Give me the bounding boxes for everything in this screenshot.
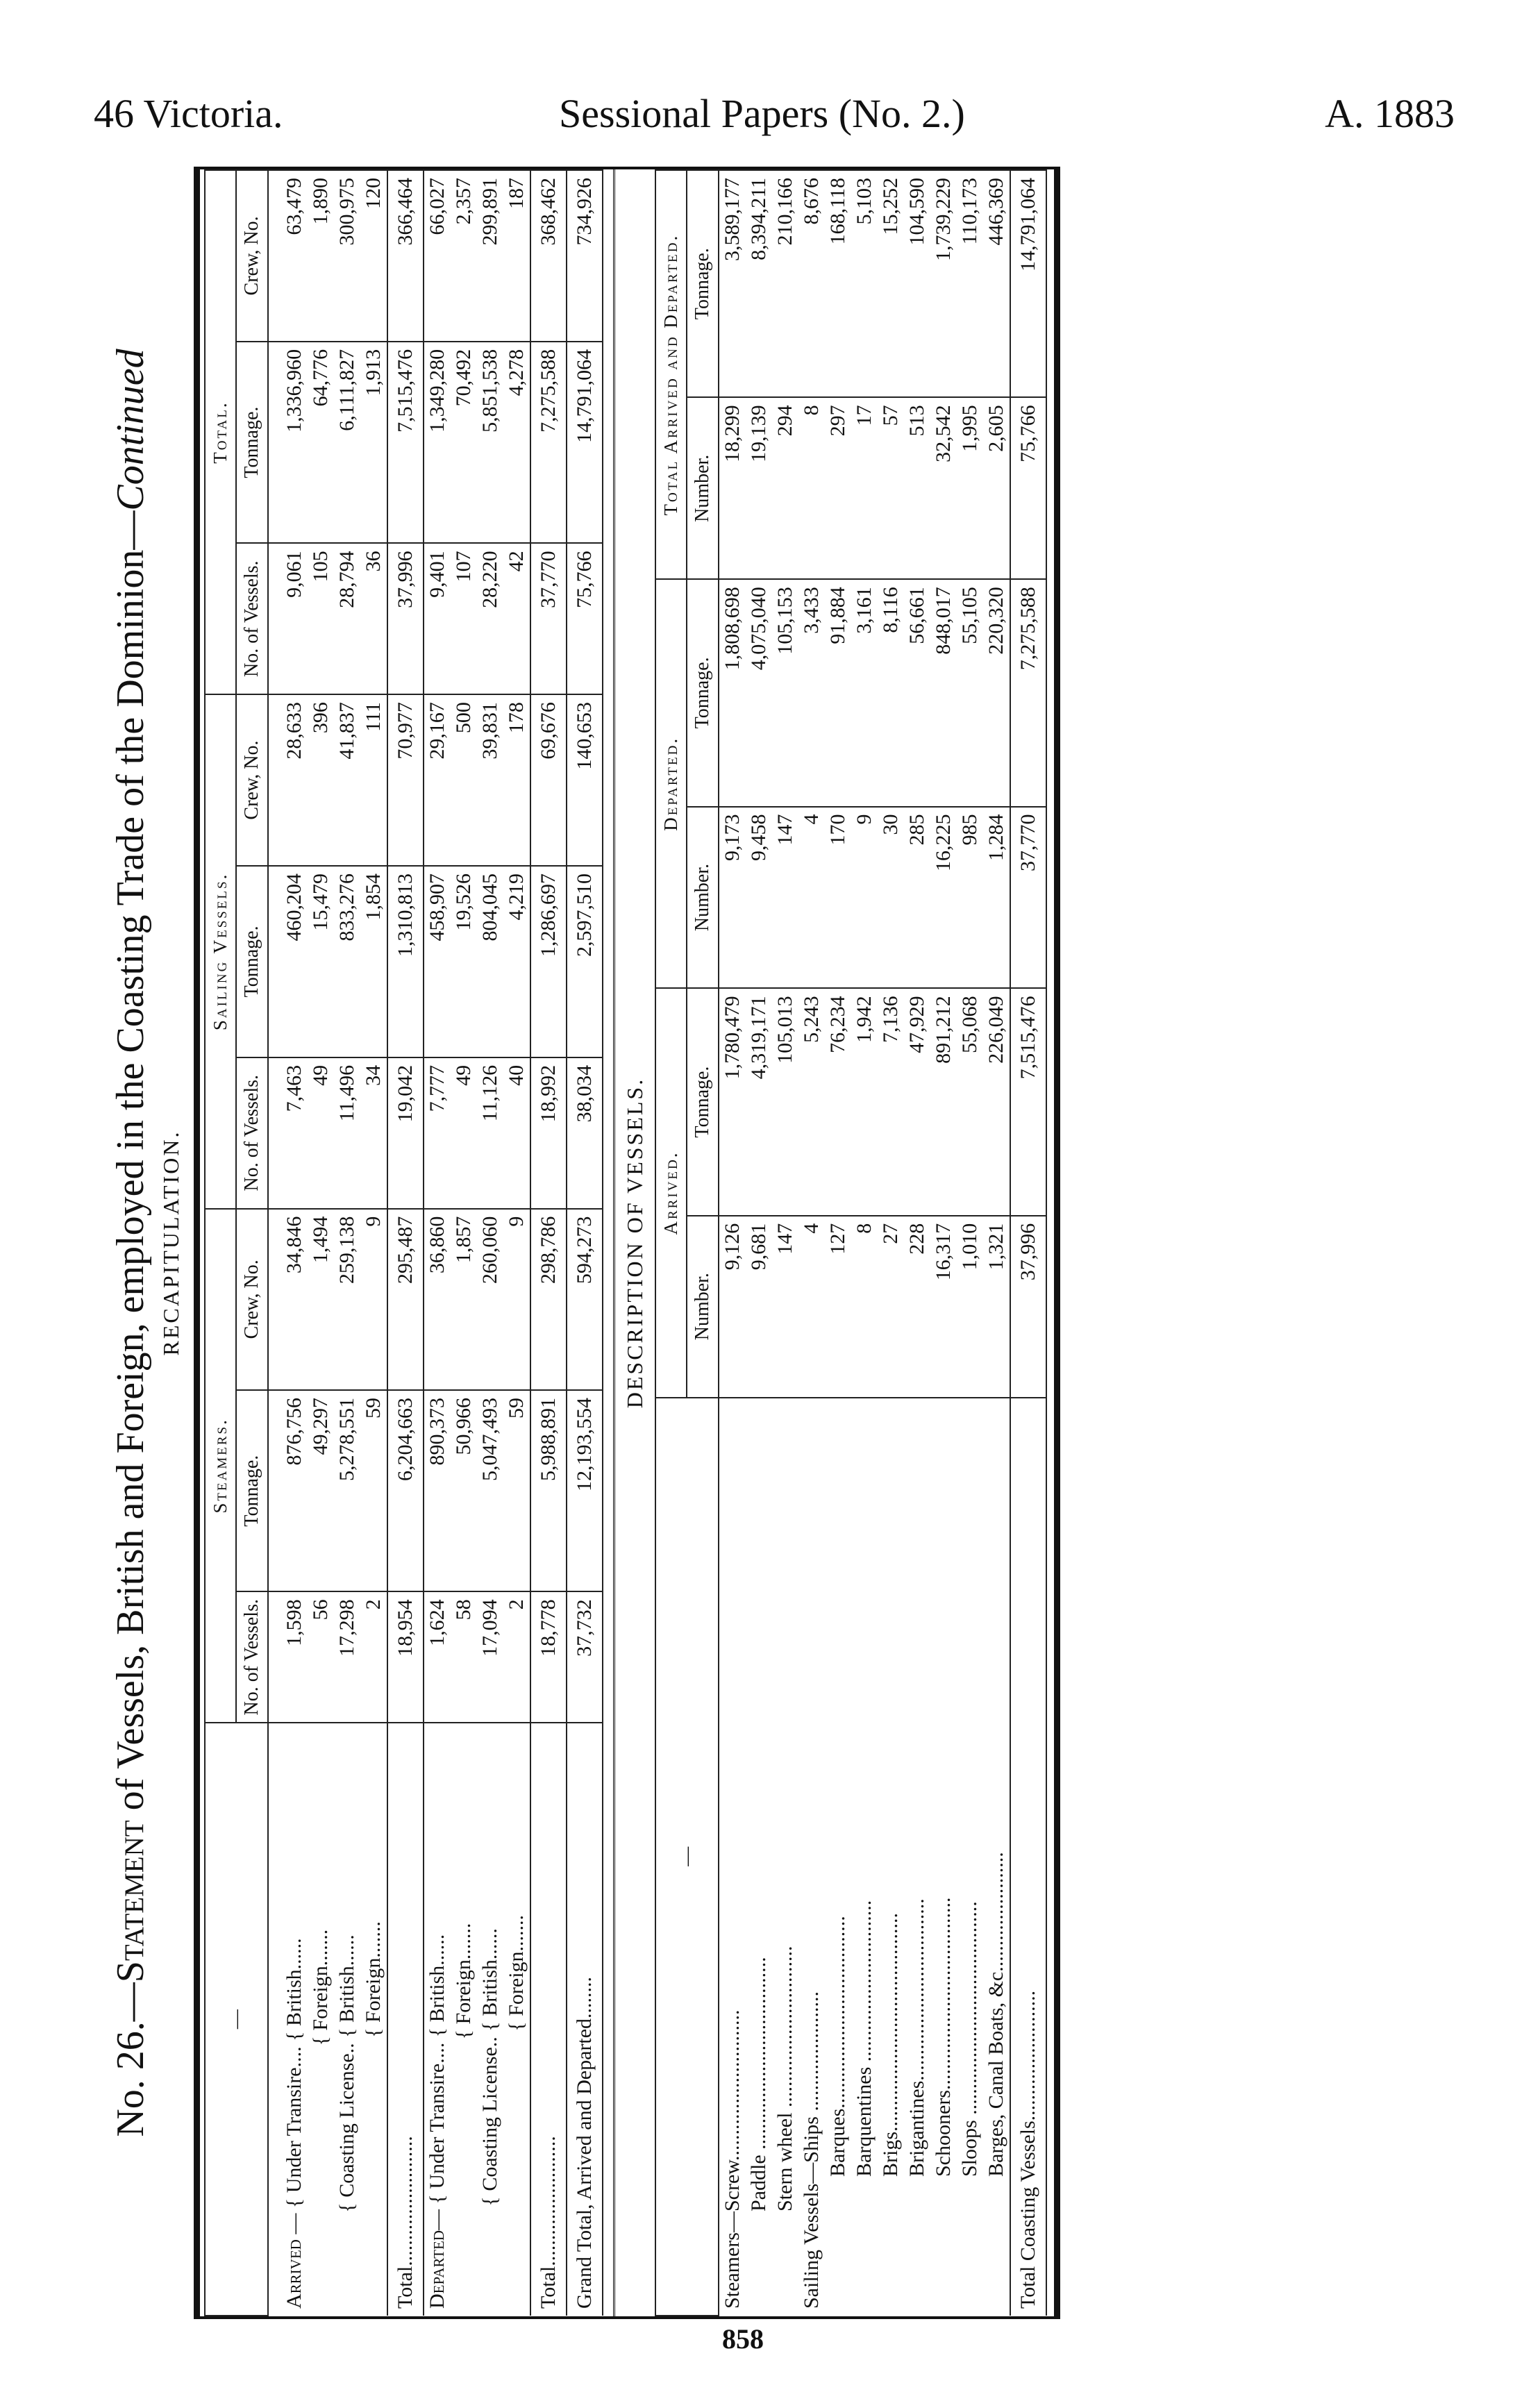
cell-value: 56,661: [904, 579, 930, 806]
row-label: Sailing Vessels—Ships .......................: [798, 1398, 825, 2316]
col-vessels: No. of Vessels.: [236, 543, 268, 694]
table-row: { Coasting License.. { British...... 17,094 5,047,493 260,060 11,126 804,045 39,831 28,220 5,851,538 299,891: [477, 170, 503, 2316]
col-crew: Crew, No.: [236, 170, 268, 342]
col-vessels: No. of Vessels.: [236, 1057, 268, 1209]
table-row: [983, 170, 1010, 2316]
col-tonnage: Tonnage.: [236, 1390, 268, 1591]
title-statement: Statement: [109, 1820, 152, 1983]
cell-value: 1,321: [983, 1216, 1010, 1398]
cell-value: 3,589,177: [719, 170, 746, 397]
row-label: Sloops .........................................: [957, 1398, 983, 2316]
row-label: Stern wheel ...............................: [772, 1398, 798, 2316]
cell-value: 228: [904, 1216, 930, 1398]
row-label: { Coasting License.. { British......: [334, 1723, 360, 2316]
cell-value: 91,884: [825, 579, 851, 806]
cell-value: 1,942: [851, 988, 878, 1215]
header-session: 46 Victoria.: [94, 91, 283, 136]
row-label: Barques.....................................: [825, 1398, 851, 2316]
table-row: [904, 170, 930, 2316]
col-tonnage: Tonnage.: [687, 170, 719, 397]
cell-value: 220,320: [983, 579, 1010, 806]
total-header: Total.: [205, 170, 236, 694]
cell-value: 75,766: [1010, 397, 1046, 579]
cell-value: 294: [772, 397, 798, 579]
table-row: { Coasting License.. { British...... 17,298 5,278,551 259,138 11,496 833,276 41,837 28,794 6,111,827 300,975: [334, 170, 360, 2316]
table-row: { Foreign....... 2 59 9 40 4,219 178 42 4,278 187: [503, 170, 530, 2316]
row-label: Total Coasting Vessels.........................: [1010, 1398, 1046, 2316]
cell-value: 8: [851, 1216, 878, 1398]
arrived-header: Arrived.: [655, 988, 687, 1397]
cell-value: 19,139: [746, 397, 772, 579]
cell-value: 446,369: [983, 170, 1010, 397]
description-title: DESCRIPTION OF VESSELS.: [613, 169, 648, 2316]
table-row: { Foreign....... 58 50,966 1,857 49 19,526 500 107 70,492 2,357: [451, 170, 477, 2316]
col-vessels: No. of Vessels.: [236, 1591, 268, 1723]
statement-title: [108, 167, 153, 2319]
row-label: Brigantines...................................: [904, 1398, 930, 2316]
recap-title: RECAPITULATION.: [158, 1130, 183, 1356]
steamers-header: Steamers.: [205, 1209, 236, 1723]
row-label: Steamers—Screw.............................: [719, 1398, 746, 2316]
row-label: Departed— { Under Transire.... { British......: [424, 1723, 451, 2316]
recap-body: [268, 170, 603, 2316]
cell-value: 5,243: [798, 988, 825, 1215]
cell-value: 5,103: [851, 170, 878, 397]
row-label: Paddle .....................................: [746, 1398, 772, 2316]
cell-value: 110,173: [957, 170, 983, 397]
title-main: of Vessels, British and Foreign, employed in the Coasting Trade of the Dominion—: [109, 510, 152, 1821]
row-label: Brigs..........................................: [878, 1398, 904, 2316]
cell-value: 105,153: [772, 579, 798, 806]
cell-value: 4,319,171: [746, 988, 772, 1215]
cell-value: 14,791,064: [1010, 170, 1046, 397]
col-tonnage: Tonnage.: [236, 866, 268, 1057]
cell-value: 15,252: [878, 170, 904, 397]
rotated-table-page: [104, 167, 1521, 2319]
cell-value: 27: [878, 1216, 904, 1398]
cell-value: 1,284: [983, 807, 1010, 989]
col-number: Number.: [687, 1216, 719, 1398]
cell-value: 47,929: [904, 988, 930, 1215]
cell-value: 985: [957, 807, 983, 989]
row-label: { Coasting License.. { British......: [477, 1723, 503, 2316]
table-row: [957, 170, 983, 2316]
table-row-total: [1010, 170, 1046, 2316]
cell-value: 32,542: [930, 397, 957, 579]
col-number: Number.: [687, 807, 719, 989]
table-row: [798, 170, 825, 2316]
total-arrived-departed-header: Total Arrived and Departed.: [655, 170, 687, 579]
cell-value: 30: [878, 807, 904, 989]
title-number: No. 26.—: [109, 1982, 152, 2137]
cell-value: 1,995: [957, 397, 983, 579]
title-continued: Continued: [109, 349, 152, 511]
cell-value: 76,234: [825, 988, 851, 1215]
table-row: { Foreign....... 56 49,297 1,494 49 15,479 396 105 64,776 1,890: [308, 170, 334, 2316]
table-row: [825, 170, 851, 2316]
table-row: [746, 170, 772, 2316]
cell-value: 170: [825, 807, 851, 989]
departed-header: Departed.: [655, 579, 687, 988]
table-row-total: Total......................... 18,954 6,204,663 295,487 19,042 1,310,813 70,977 37,996 7,515,476 366,464: [387, 170, 424, 2316]
cell-value: 18,299: [719, 397, 746, 579]
cell-value: 7,275,588: [1010, 579, 1046, 806]
cell-value: 55,068: [957, 988, 983, 1215]
cell-value: 4: [798, 807, 825, 989]
cell-value: 9: [851, 807, 878, 989]
cell-value: 1,739,229: [930, 170, 957, 397]
page-header: [94, 90, 1455, 146]
cell-value: 226,049: [983, 988, 1010, 1215]
cell-value: 7,515,476: [1010, 988, 1046, 1215]
cell-value: 8,394,211: [746, 170, 772, 397]
cell-value: 147: [772, 807, 798, 989]
table-frame: [194, 167, 1060, 2319]
table-row: [930, 170, 957, 2316]
row-label: Schooners.....................................: [930, 1398, 957, 2316]
row-label: { Foreign.......: [360, 1723, 387, 2316]
cell-value: 1,808,698: [719, 579, 746, 806]
desc-body: [719, 170, 1046, 2316]
cell-value: 16,225: [930, 807, 957, 989]
table-row: [878, 170, 904, 2316]
cell-value: 1,780,479: [719, 988, 746, 1215]
header-papers: Sessional Papers (No. 2.): [559, 91, 965, 136]
row-label: Barges, Canal Boats, &c.......................: [983, 1398, 1010, 2316]
table-row: Departed— { Under Transire.... { British...... 1,624 890,373 36,860 7,777 458,907 29,167 9,401 1,349,280 66,027: [424, 170, 451, 2316]
cell-value: 7,136: [878, 988, 904, 1215]
recapitulation-table: [204, 169, 603, 2316]
row-label: { Foreign.......: [451, 1723, 477, 2316]
row-label: { Foreign.......: [308, 1723, 334, 2316]
cell-value: 104,590: [904, 170, 930, 397]
recap-blank-header: —: [205, 1723, 268, 2316]
cell-value: 8: [798, 397, 825, 579]
cell-value: 55,105: [957, 579, 983, 806]
cell-value: 9,126: [719, 1216, 746, 1398]
col-tonnage: Tonnage.: [687, 579, 719, 806]
cell-value: 210,166: [772, 170, 798, 397]
cell-value: 147: [772, 1216, 798, 1398]
cell-value: 297: [825, 397, 851, 579]
cell-value: 3,433: [798, 579, 825, 806]
cell-value: 8,676: [798, 170, 825, 397]
table-row: { Foreign....... 2 59 9 34 1,854 111 36 1,913 120: [360, 170, 387, 2316]
cell-value: 168,118: [825, 170, 851, 397]
row-label: Arrived — { Under Transire.... { British......: [281, 1723, 308, 2316]
cell-value: 285: [904, 807, 930, 989]
col-crew: Crew, No.: [236, 694, 268, 866]
cell-value: 891,212: [930, 988, 957, 1215]
cell-value: 17: [851, 397, 878, 579]
table-row: [719, 170, 746, 2316]
cell-value: 2,605: [983, 397, 1010, 579]
cell-value: 9,681: [746, 1216, 772, 1398]
cell-value: 37,996: [1010, 1216, 1046, 1398]
cell-value: 4,075,040: [746, 579, 772, 806]
cell-value: 848,017: [930, 579, 957, 806]
row-label: Barquentines ...............................: [851, 1398, 878, 2316]
desc-blank-header: —: [655, 1398, 719, 2316]
cell-value: 16,317: [930, 1216, 957, 1398]
col-number: Number.: [687, 397, 719, 579]
table-row: Arrived — { Under Transire.... { British...... 1,598 876,756 34,846 7,463 460,204 28,633 9,061 1,336,960 63,479: [281, 170, 308, 2316]
page-number: 858: [722, 2323, 764, 2355]
header-year: A. 1883: [1325, 91, 1455, 136]
table-row-total: Total......................... 18,778 5,988,891 298,786 18,992 1,286,697 69,676 37,770 7,275,588 368,462: [530, 170, 567, 2316]
description-table: [655, 169, 1047, 2316]
cell-value: 105,013: [772, 988, 798, 1215]
table-row: [772, 170, 798, 2316]
sailing-header: Sailing Vessels.: [205, 694, 236, 1209]
cell-value: 1,010: [957, 1216, 983, 1398]
col-tonnage: Tonnage.: [687, 988, 719, 1215]
col-crew: Crew, No.: [236, 1209, 268, 1390]
cell-value: 9,458: [746, 807, 772, 989]
cell-value: 4: [798, 1216, 825, 1398]
cell-value: 127: [825, 1216, 851, 1398]
cell-value: 513: [904, 397, 930, 579]
table-row-grand-total: Grand Total, Arrived and Departed........ 37,732 12,193,554 594,273 38,034 2,597,510 140,653 75,766 14,791,064 734,926: [567, 170, 603, 2316]
cell-value: 57: [878, 397, 904, 579]
cell-value: 9,173: [719, 807, 746, 989]
cell-value: 8,116: [878, 579, 904, 806]
cell-value: 3,161: [851, 579, 878, 806]
row-label: { Foreign.......: [503, 1723, 530, 2316]
table-row: [851, 170, 878, 2316]
cell-value: 37,770: [1010, 807, 1046, 989]
col-tonnage: Tonnage.: [236, 342, 268, 543]
